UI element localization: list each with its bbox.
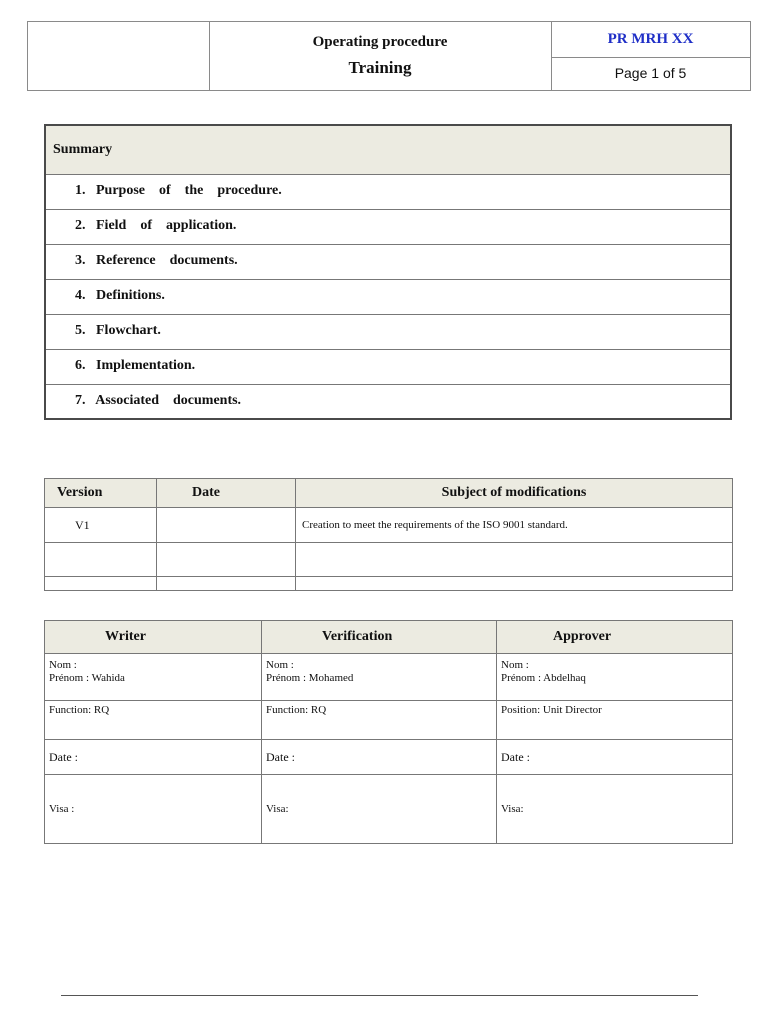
date-row <box>45 740 733 775</box>
subject-cell <box>296 577 733 591</box>
writer-visa: Visa : <box>45 775 262 844</box>
prenom-value: Prénom : Abdelhaq <box>501 672 586 684</box>
version-cell <box>45 577 157 591</box>
summary-item: 1. Purpose of the procedure. <box>46 174 730 210</box>
version-header-row <box>45 479 733 508</box>
verifier-function: Function: RQ <box>262 701 497 740</box>
document-header <box>27 21 751 91</box>
title-cell <box>209 22 552 90</box>
version-cell <box>45 543 157 577</box>
summary-item: 7. Associated documents. <box>75 393 242 408</box>
verifier-visa: Visa: <box>262 775 497 844</box>
nom-label: Nom : <box>49 659 77 671</box>
logo-cell <box>28 22 210 90</box>
approval-header-row <box>45 621 733 654</box>
table-row <box>45 577 733 591</box>
table-row <box>45 508 733 543</box>
date-column-header: Date <box>157 479 296 508</box>
table-row <box>45 543 733 577</box>
writer-date: Date : <box>45 740 262 775</box>
summary-item: 6. Implementation. <box>46 349 730 385</box>
page-number: Page 1 of 5 <box>614 65 687 81</box>
date-cell <box>157 577 296 591</box>
verifier-name-cell <box>262 654 497 701</box>
prenom-value: Prénom : Wahida <box>49 672 125 684</box>
nom-label: Nom : <box>266 659 294 671</box>
version-cell: V1 <box>45 508 157 543</box>
date-cell <box>157 543 296 577</box>
prenom-value: Prénom : Mohamed <box>266 672 354 684</box>
summary-item: 3. Reference documents. <box>46 244 730 280</box>
writer-name-cell <box>45 654 262 701</box>
summary-item: 5. Flowchart. <box>46 314 730 350</box>
approver-name-cell <box>497 654 733 701</box>
footer-divider <box>61 995 698 996</box>
document-code: PR MRH XX <box>551 22 750 58</box>
summary-box <box>44 124 732 420</box>
procedure-title: Training <box>348 58 412 77</box>
writer-header: Writer <box>45 621 262 654</box>
visa-row <box>45 775 733 844</box>
function-row <box>45 701 733 740</box>
procedure-type: Operating procedure <box>312 34 448 50</box>
approver-date: Date : <box>497 740 733 775</box>
subject-cell <box>296 543 733 577</box>
approval-table <box>44 620 733 844</box>
summary-item: 2. Field of application. <box>46 209 730 245</box>
date-cell <box>157 508 296 543</box>
summary-item: 4. Definitions. <box>46 279 730 315</box>
summary-heading: Summary <box>46 126 730 175</box>
version-column-header: Version <box>45 479 157 508</box>
approver-visa: Visa: <box>497 775 733 844</box>
subject-column-header: Subject of modifications <box>296 479 733 508</box>
approver-header: Approver <box>497 621 733 654</box>
approver-position: Position: Unit Director <box>497 701 733 740</box>
version-table <box>44 478 733 591</box>
writer-function: Function: RQ <box>45 701 262 740</box>
name-row <box>45 654 733 701</box>
verification-header: Verification <box>262 621 497 654</box>
nom-label: Nom : <box>501 659 529 671</box>
subject-cell: Creation to meet the requirements of the ISO 9001 standard. <box>296 508 733 543</box>
verifier-date: Date : <box>262 740 497 775</box>
